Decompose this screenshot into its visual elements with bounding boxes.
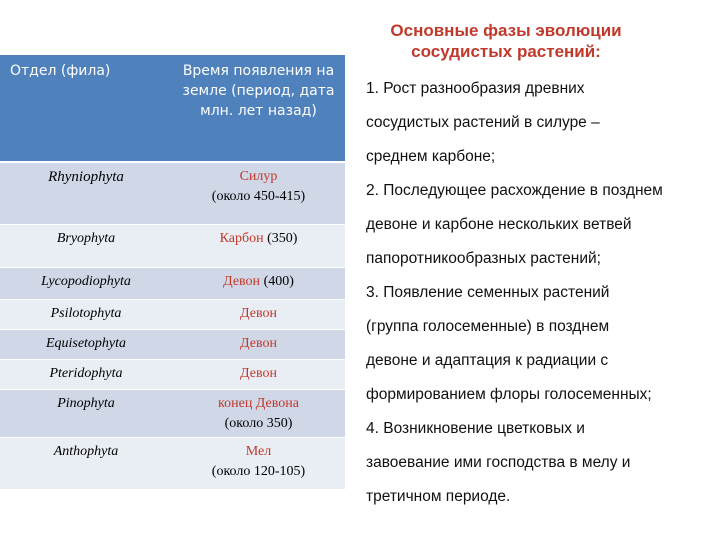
table-row — [0, 389, 345, 437]
time-cell — [172, 267, 345, 299]
table-header-row — [0, 55, 345, 162]
date-text: (350) — [267, 230, 298, 246]
period-text: Девон — [240, 335, 277, 351]
phases-title-line2: сосудистых растений: — [411, 42, 601, 61]
phase-line: 3. Появление семенных растений — [366, 284, 610, 301]
period-text: Карбон — [219, 230, 264, 246]
date-text: (около 350) — [224, 415, 293, 431]
time-cell — [172, 162, 345, 224]
header-time: Время появления на земле (период, дата млн. лет назад) — [172, 55, 345, 162]
table-row — [0, 267, 345, 299]
phase-line: сосудистых растений в силуре – — [366, 114, 600, 131]
phylum-cell: Anthophyta — [0, 437, 172, 489]
table-row — [0, 299, 345, 329]
phylum-cell: Lycopodiophyta — [0, 267, 172, 299]
phylum-cell: Psilotophyta — [0, 299, 172, 329]
phase-line: 4. Возникновение цветковых и — [366, 420, 585, 437]
table-row — [0, 437, 345, 489]
date-text: (около 450-415) — [211, 189, 306, 204]
evolution-phases — [366, 20, 720, 514]
header-phylum: Отдел (фила) — [0, 55, 172, 162]
phase-line: (группа голосеменные) в позднем — [366, 318, 610, 335]
table-row — [0, 359, 345, 389]
phase-line: завоевание ими господства в мелу и — [366, 454, 631, 471]
phases-text — [366, 72, 720, 514]
phase-line: третичном периоде. — [366, 488, 511, 505]
table-row — [0, 329, 345, 359]
period-text: конец Девона — [218, 395, 299, 411]
phase-line: девоне и адаптация к радиации с — [366, 352, 609, 369]
phylum-cell: Bryophyta — [0, 224, 172, 267]
phases-title-line1: Основные фазы эволюции — [390, 21, 622, 40]
phases-title — [356, 20, 656, 62]
period-text: Силур — [239, 169, 278, 184]
date-text: (400) — [263, 273, 294, 289]
period-text: Девон — [223, 273, 261, 289]
phase-line: формированием флоры голосеменных; — [366, 386, 652, 403]
phylum-cell: Rhyniophyta — [0, 162, 172, 224]
phase-line: среднем карбоне; — [366, 148, 496, 165]
time-cell — [172, 224, 345, 267]
period-text: Девон — [240, 305, 277, 321]
phyla-table — [0, 55, 345, 490]
table-row — [0, 162, 345, 224]
phyla-table-container — [0, 55, 345, 490]
phase-line: 2. Последующее расхождение в позднем — [366, 182, 663, 199]
time-cell — [172, 359, 345, 389]
period-text: Девон — [240, 365, 277, 381]
time-cell — [172, 437, 345, 489]
date-text: (около 120-105) — [211, 463, 306, 479]
phylum-cell: Pinophyta — [0, 389, 172, 437]
phase-line: папоротникообразных растений; — [366, 250, 601, 267]
phase-line: 1. Рост разнообразия древних — [366, 80, 585, 97]
phylum-cell: Equisetophyta — [0, 329, 172, 359]
time-cell — [172, 389, 345, 437]
phase-line: девоне и карбоне нескольких ветвей — [366, 216, 632, 233]
phylum-cell: Pteridophyta — [0, 359, 172, 389]
time-cell — [172, 299, 345, 329]
table-row — [0, 224, 345, 267]
period-text: Мел — [245, 443, 272, 459]
time-cell — [172, 329, 345, 359]
